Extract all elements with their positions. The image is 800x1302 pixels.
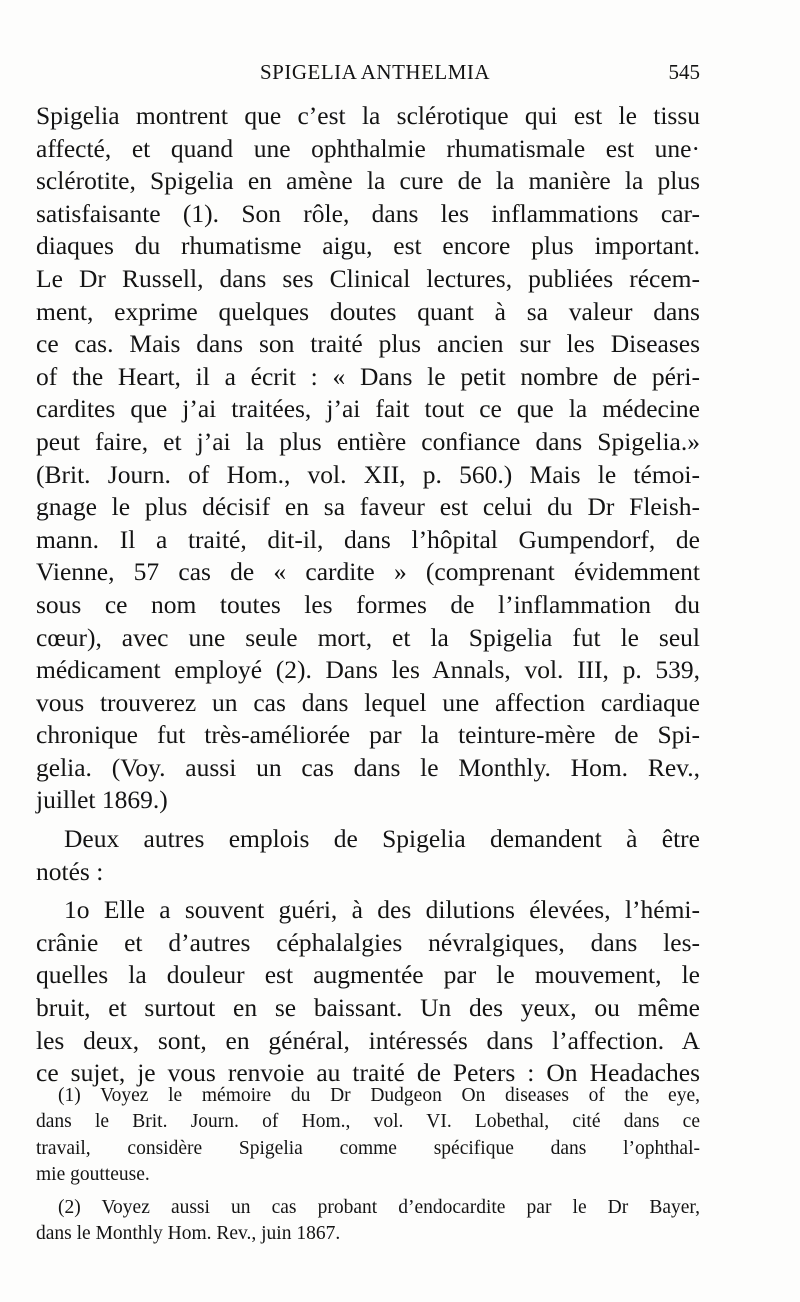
running-head (36, 60, 700, 88)
page-number: 545 (668, 60, 700, 84)
footnote-line: (2) Voyez aussi un cas probant d’endocardite par le Dr Bayer, (58, 1196, 700, 1218)
text-line: peut faire, et j’ai la plus entière confiance dans Spigelia.» (36, 426, 700, 456)
text-line: (Brit. Journ. of Hom., vol. XII, p. 560.) Mais le témoi- (36, 459, 700, 489)
footnote-line: (1) Voyez le mémoire du Dr Dudgeon On diseases of the eye, (58, 1085, 700, 1106)
text-line: médicament employé (2). Dans les Annals, vol. III, p. 539, (36, 655, 700, 685)
text-line: Deux autres emplois de Spigelia demandent à être (64, 824, 700, 854)
footnotes (36, 1083, 700, 1247)
footnote-line: travail, considère Spigelia comme spécifique dans l’ophthal- (36, 1137, 700, 1159)
text-line: quelles la douleur est augmentée par le mouvement, le (36, 960, 700, 990)
text-line: Spigelia montrent que c’est la sclérotique qui est le tissu (36, 101, 700, 130)
text-line: vous trouverez un cas dans lequel une affection cardiaque (36, 687, 700, 717)
running-title: SPIGELIA ANTHELMIA (260, 60, 491, 84)
text-line: crânie et d’autres céphalalgies névralgiques, dans les- (36, 927, 700, 957)
text-line: sclérotite, Spigelia en amène la cure de la manière la plus (36, 166, 700, 196)
text-line: cœur), avec une seule mort, et la Spigelia fut le seul (36, 622, 700, 652)
footnote-line: mie goutteuse. (36, 1164, 150, 1186)
text-line: cardites que j’ai traitées, j’ai fait tout ce que la médecine (36, 394, 700, 424)
text-line: les deux, sont, en général, intéressés dans l’affection. A (36, 1025, 700, 1055)
text-line: gnage le plus décisif en sa faveur est celui du Dr Fleish- (36, 492, 700, 522)
text-line: mann. Il a traité, dit-il, dans l’hôpital Gumpendorf, de (36, 524, 700, 554)
text-line: juillet 1869.) (36, 785, 168, 815)
text-line: Vienne, 57 cas de « cardite » (comprenant évidemment (36, 557, 700, 587)
text-line: diaques du rhumatisme aigu, est encore plus important. (36, 231, 700, 261)
text-line: ce sujet, je vous renvoie au traité de Peters : On Headaches (36, 1058, 700, 1088)
text-line: Le Dr Russell, dans ses Clinical lectures, publiées récem- (36, 263, 700, 293)
text-line: ment, exprime quelques doutes quant à sa valeur dans (36, 296, 700, 326)
text-line: gelia. (Voy. aussi un cas dans le Monthly. Hom. Rev., (36, 752, 700, 782)
text-line: chronique fut très-améliorée par la teinture-mère de Spi- (36, 720, 700, 750)
footnote-line: dans le Monthly Hom. Rev., juin 1867. (36, 1223, 341, 1245)
text-line: ce cas. Mais dans son traité plus ancien sur les Diseases (36, 329, 700, 359)
text-line: of the Heart, il a écrit : « Dans le petit nombre de péri- (36, 361, 700, 391)
text-line: satisfaisante (1). Son rôle, dans les inflammations car- (36, 198, 700, 228)
text-line: bruit, et surtout en se baissant. Un des yeux, ou même (36, 993, 700, 1023)
body-text (36, 100, 700, 1090)
text-line: notés : (36, 856, 104, 886)
footnote-line: dans le Brit. Journ. of Hom., vol. VI. Lobethal, cité dans ce (36, 1111, 700, 1133)
text-line: 1o Elle a souvent guéri, à des dilutions élevées, l’hémi- (64, 895, 700, 925)
text-line: sous ce nom toutes les formes de l’inflammation du (36, 589, 700, 619)
text-line: affecté, et quand une ophthalmie rhumatismale est une· (36, 133, 700, 163)
